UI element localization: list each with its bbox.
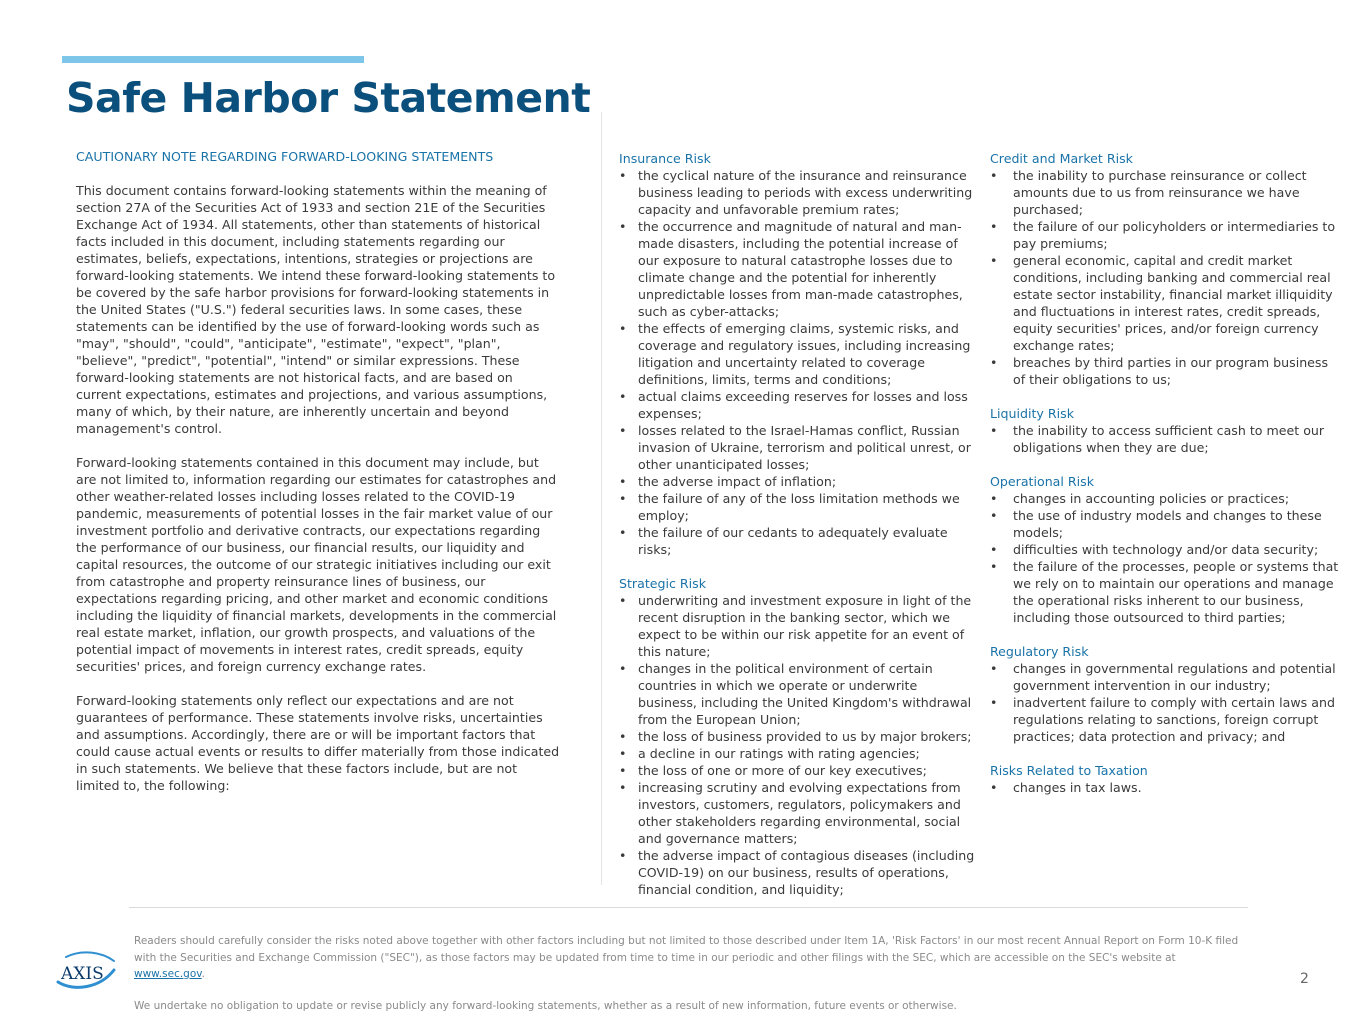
risk-column-2 [619, 150, 977, 915]
sec-website-link[interactable]: www.sec.gov [134, 968, 202, 980]
risk-section-title: Insurance Risk [619, 151, 711, 166]
cautionary-note [76, 148, 561, 811]
risk-item: • the failure of the processes, people or systems that we rely on to maintain our operations and manage the operational risks inherent to our business, including those outsourced to third parties; [990, 558, 1340, 626]
risk-item: • the occurrence and magnitude of natural and man-made disasters, including the potential increase of our exposure to natural catastrophe losses due to climate change and the potential for inherently unpredictable losses from man-made catastrophes, such as cyber-attacks; [619, 218, 977, 320]
cautionary-paragraph: This document contains forward-looking statements within the meaning of section 27A of the Securities Act of 1933 and section 21E of the Securities Exchange Act of 1934. All statements, other than statements of historical facts included in this document, including statements regarding our estimates, beliefs, expectations, intentions, strategies or projections are forward-looking statements. We intend these forward-looking statements to be covered by the safe harbor provisions for forward-looking statements in the United States ("U.S.") federal securities laws. In some cases, these statements can be identified by the use of forward-looking words such as "may", "should", "could", "anticipate", "estimate", "expect", "plan", "believe", "predict", "potential", "intend" or similar expressions. These forward-looking statements are not historical facts, and are based on current expectations, estimates and projections, and various assumptions, many of which, by their nature, are inherently uncertain and beyond management's control. [76, 183, 556, 436]
risk-list [990, 779, 1340, 796]
risk-item: • changes in the political environment of certain countries in which we operate or underwrite business, including the United Kingdom's withdrawal from the European Union; [619, 660, 977, 728]
risk-section [990, 643, 1340, 745]
risk-item: • actual claims exceeding reserves for losses and loss expenses; [619, 388, 977, 422]
risk-item: • underwriting and investment exposure in light of the recent disruption in the banking sector, which we expect to be within our risk appetite for an event of this nature; [619, 592, 977, 660]
risk-section [990, 762, 1340, 796]
column-divider [601, 112, 602, 885]
risk-item: • general economic, capital and credit market conditions, including banking and commercial real estate sector instability, financial market illiquidity and fluctuations in interest rates, credit spreads, equity securities' prices, and/or foreign currency exchange rates; [990, 252, 1340, 354]
footer-obligation-text: We undertake no obligation to update or revise publicly any forward-looking statements, whether as a result of new information, future events or otherwise. [134, 999, 957, 1012]
risk-section [619, 575, 977, 898]
footer-paragraph [134, 933, 1242, 983]
risk-item: • a decline in our ratings with rating agencies; [619, 745, 977, 762]
risk-item: • inadvertent failure to comply with certain laws and regulations relating to sanctions, foreign corrupt practices; data protection and privacy; and [990, 694, 1340, 745]
risk-item: • difficulties with technology and/or data security; [990, 541, 1340, 558]
risk-item: • the use of industry models and changes to these models; [990, 507, 1340, 541]
risk-item: • the loss of business provided to us by major brokers; [619, 728, 977, 745]
logo-arc-icon [66, 952, 114, 961]
risk-section-title: Risks Related to Taxation [990, 763, 1148, 778]
risk-item: • breaches by third parties in our program business of their obligations to us; [990, 354, 1340, 388]
risk-item: • the effects of emerging claims, systemic risks, and coverage and regulatory issues, including increasing litigation and uncertainty related to coverage definitions, limits, terms and conditions; [619, 320, 977, 388]
cautionary-paragraph: Forward-looking statements only reflect our expectations and are not guarantees of performance. These statements involve risks, uncertainties and assumptions. Accordingly, there are or will be important factors that could cause actual events or results to differ materially from those indicated in such statements. We believe that these factors include, but are not limited to, the following: [76, 693, 560, 793]
axis-logo [52, 948, 118, 992]
risk-item: • the failure of our policyholders or intermediaries to pay premiums; [990, 218, 1340, 252]
risk-column-3 [990, 150, 1340, 813]
risk-list [990, 660, 1340, 745]
risk-section [619, 150, 977, 558]
risk-item: • the cyclical nature of the insurance and reinsurance business leading to periods with excess underwriting capacity and unfavorable premium rates; [619, 167, 977, 218]
risk-section-title: Liquidity Risk [990, 406, 1074, 421]
footer-divider [129, 907, 1248, 908]
risk-item: • changes in tax laws. [990, 779, 1340, 796]
footer-disclaimer [134, 933, 1242, 1014]
page-title: Safe Harbor Statement [66, 74, 591, 122]
risk-item: • the inability to purchase reinsurance or collect amounts due to us from reinsurance we have purchased; [990, 167, 1340, 218]
cautionary-paragraph: Forward-looking statements contained in this document may include, but are not limited to, information regarding our estimates for catastrophes and other weather-related losses including losses related to the COVID-19 pandemic, measurements of potential losses in the fair market value of our investment portfolio and derivative contracts, our expectations regarding the performance of our business, our financial results, our liquidity and capital resources, the outcome of our strategic initiatives including our exit from catastrophe and property reinsurance lines of business, our expectations regarding pricing, and other market and economic conditions including the liquidity of financial markets, developments in the commercial real estate market, inflation, our growth prospects, and valuations of the potential impact of movements in interest rates, credit spreads, equity securities' prices, and foreign currency exchange rates. [76, 455, 557, 674]
risk-list [990, 490, 1340, 626]
risk-section [990, 150, 1340, 388]
risk-list [990, 167, 1340, 388]
risk-section-title: Operational Risk [990, 474, 1094, 489]
risk-section-title: Strategic Risk [619, 576, 707, 591]
risk-item: • the adverse impact of inflation; [619, 473, 977, 490]
page-number: 2 [1300, 971, 1309, 987]
footer-text: Readers should carefully consider the risks noted above together with other factors including but not limited to those described under Item 1A, 'Risk Factors' in our most recent Annual Report on Form 10-K filed with the Securities and Exchange Commission ("SEC"), as those factors may be updated from time to time in our periodic and other filings with the SEC, which are accessible on the SEC's website at [134, 935, 1239, 964]
footer-text-end: . [201, 968, 206, 980]
risk-item: • changes in accounting policies or practices; [990, 490, 1340, 507]
cautionary-heading: CAUTIONARY NOTE REGARDING FORWARD-LOOKING STATEMENTS [76, 149, 494, 164]
risk-item: • the loss of one or more of our key executives; [619, 762, 977, 779]
risk-list [619, 592, 977, 898]
risk-item: • the inability to access sufficient cash to meet our obligations when they are due; [990, 422, 1340, 456]
risk-section [990, 473, 1340, 626]
risk-list [990, 422, 1340, 456]
risk-item: • increasing scrutiny and evolving expectations from investors, customers, regulators, policymakers and other stakeholders regarding environmental, social and governance matters; [619, 779, 977, 847]
risk-item: • the failure of our cedants to adequately evaluate risks; [619, 524, 977, 558]
risk-list [619, 167, 977, 558]
risk-item: • losses related to the Israel-Hamas conflict, Russian invasion of Ukraine, terrorism and political unrest, or other unanticipated losses; [619, 422, 977, 473]
risk-section [990, 405, 1340, 456]
logo-text: AXIS [61, 964, 104, 984]
title-accent-bar [62, 56, 364, 63]
risk-item: • the failure of any of the loss limitation methods we employ; [619, 490, 977, 524]
risk-section-title: Regulatory Risk [990, 644, 1089, 659]
risk-section-title: Credit and Market Risk [990, 151, 1133, 166]
risk-item: • changes in governmental regulations and potential government intervention in our industry; [990, 660, 1340, 694]
risk-item: • the adverse impact of contagious diseases (including COVID-19) on our business, results of operations, financial condition, and liquidity; [619, 847, 977, 898]
